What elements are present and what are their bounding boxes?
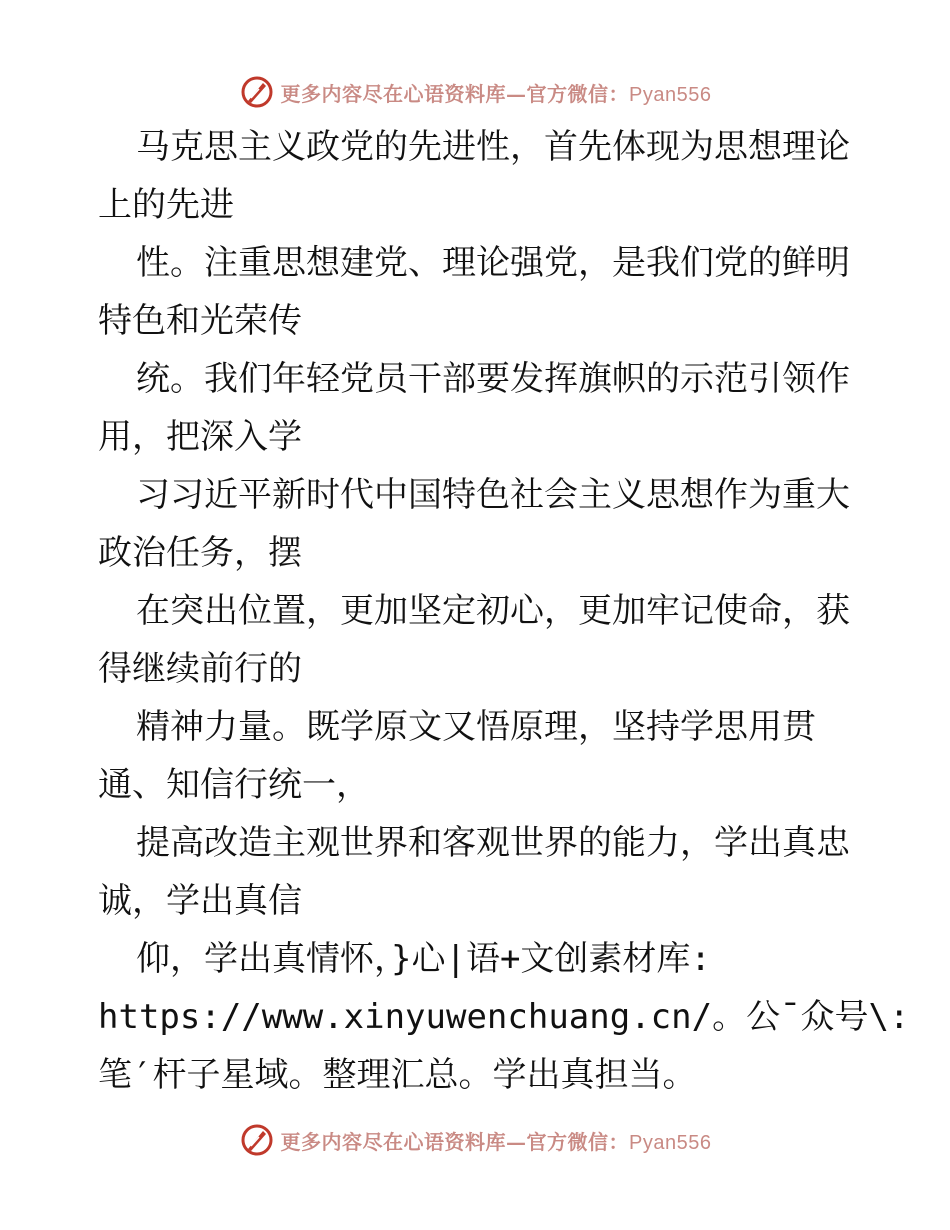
text-line: 精神力量。既学原文又悟原理，坚持学思用贯 — [136, 707, 816, 747]
text-line: 统。我们年轻党员干部要发挥旗帜的示范引领作 — [136, 359, 850, 399]
document-body — [98, 118, 910, 1104]
text-line: 通、知信行统一， — [98, 765, 370, 805]
text-line: 仰，学出真情怀，}心|语+文创素材库: — [136, 939, 711, 979]
text-line: 得继续前行的 — [98, 649, 302, 689]
banner-text: 更多内容尽在心语资料库—官方微信：Pyan556 — [280, 81, 712, 106]
text-line: 政治任务，摆 — [98, 533, 302, 573]
text-line: 在突出位置，更加坚定初心，更加牢记使命，获 — [136, 591, 850, 631]
feather-pen-logo-icon — [239, 74, 275, 110]
text-line: 诚，学出真信 — [98, 881, 302, 921]
footer-watermark-banner — [0, 1120, 950, 1160]
feather-pen-logo-icon — [239, 1122, 275, 1158]
banner-text: 更多内容尽在心语资料库—官方微信：Pyan556 — [280, 1129, 712, 1154]
text-line: 特色和光荣传 — [98, 301, 302, 341]
header-watermark-banner — [0, 72, 950, 112]
text-line: 上的先进 — [98, 185, 234, 225]
text-line: 笔′杆子星域。整理汇总。学出真担当。 — [98, 1055, 697, 1095]
wechat-id: Pyan556 — [629, 83, 712, 106]
text-line: 习习近平新时代中国特色社会主义思想作为重大 — [136, 475, 850, 515]
text-line: https://www.xinyuwenchuang.cn/。公¯众号\: — [98, 997, 910, 1037]
text-line: 马克思主义政党的先进性，首先体现为思想理论 — [136, 127, 850, 167]
text-line: 用，把深入学 — [98, 417, 302, 457]
text-line: 性。注重思想建党、理论强党，是我们党的鲜明 — [136, 243, 850, 283]
text-line: 提高改造主观世界和客观世界的能力，学出真忠 — [136, 823, 850, 863]
wechat-id: Pyan556 — [629, 1131, 712, 1154]
